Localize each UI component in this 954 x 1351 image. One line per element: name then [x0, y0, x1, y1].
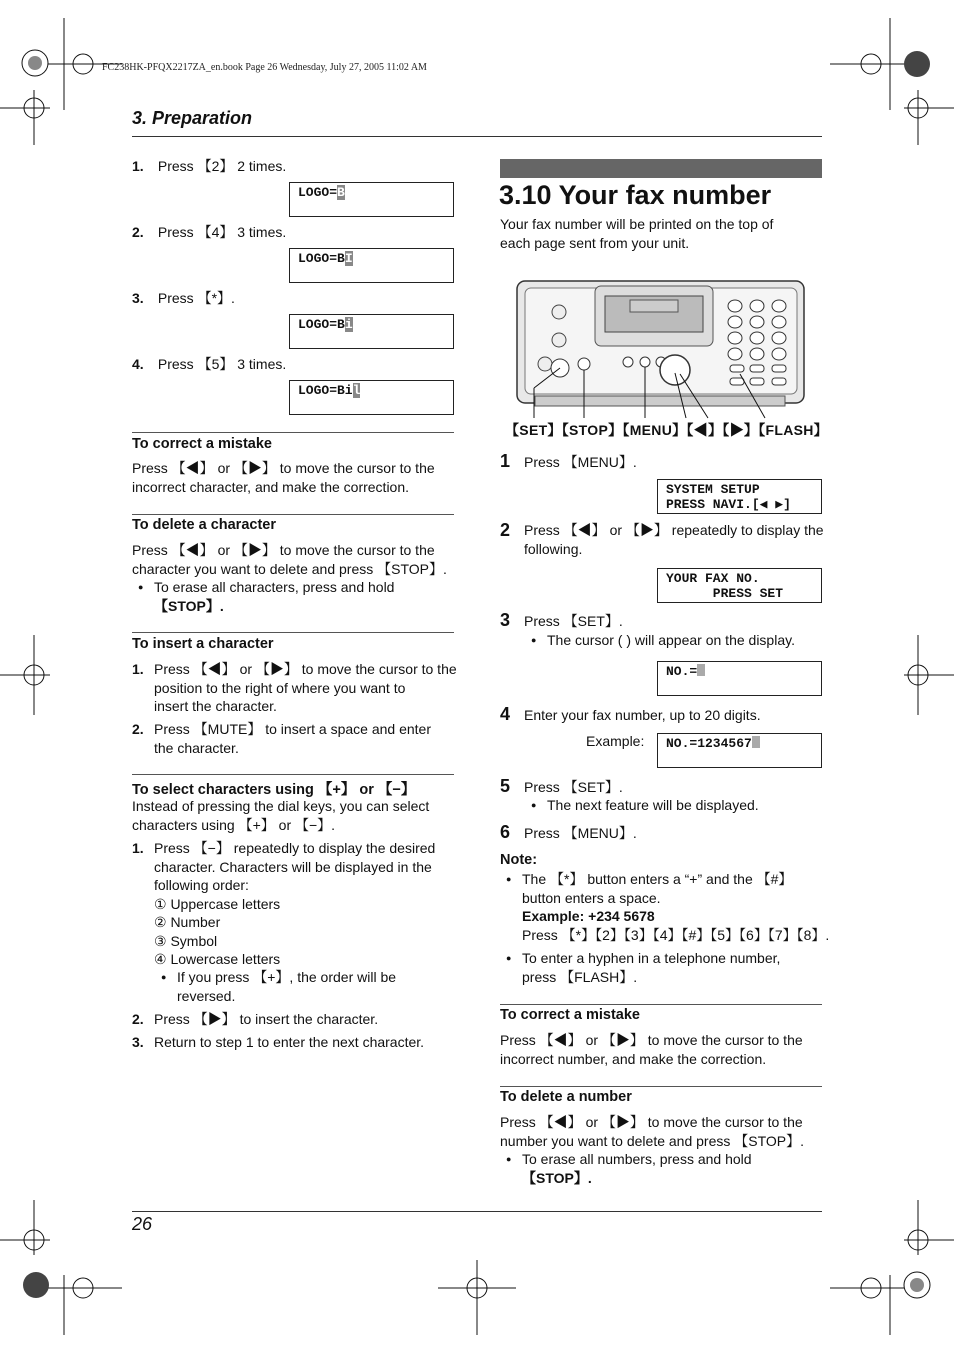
section-title: 3. Preparation	[132, 108, 253, 128]
subheading: To select characters using 【+】 or 【−】	[132, 782, 416, 798]
select-step-1: 1. Press 【−】 repeatedly to display the desired character. Characters will be displayed in the following order: ① Uppercase letters ② Number ③ Symbol ④ Lowercase letters	[132, 840, 436, 967]
lcd-display: LOGO=B	[289, 182, 454, 217]
lcd-display: NO.=	[657, 661, 822, 696]
bullet-item: ● The next feature will be displayed.	[547, 796, 759, 815]
paragraph: Press 【◀】 or 【▶】 to move the cursor to the number you want to delete and press 【STOP】.	[500, 1114, 805, 1149]
step-1: 1. Press 【2】 2 times.	[132, 158, 287, 174]
note-item: ● To enter a hyphen in a telephone number, press 【FLASH】.	[522, 949, 780, 986]
divider	[132, 514, 454, 515]
step-2: 2. Press 【4】 3 times.	[132, 224, 287, 240]
fax-step-1: 1 Press 【MENU】.	[500, 451, 637, 471]
divider	[132, 432, 454, 433]
fax-step-5: 5 Press 【SET】.	[500, 776, 623, 796]
fax-machine-illustration	[505, 278, 815, 423]
fax-step-3: 3 Press 【SET】.	[500, 610, 623, 630]
divider	[132, 774, 454, 775]
bullet-item: ● If you press 【+】, the order will be reversed.	[177, 968, 396, 1005]
fax-step-6: 6 Press 【MENU】.	[500, 822, 637, 842]
note-item: ● The 【*】 button enters a “+” and the 【#】 button enters a space. Example: +234 5678 Press 【*】【2】【3】【4】【#】【5】【6】【7】【8】.	[522, 870, 829, 944]
lcd-display: LOGO=Bil	[289, 380, 454, 415]
paragraph: Instead of pressing the dial keys, you can select characters using 【+】 or 【−】.	[132, 798, 430, 833]
page-number: 26	[132, 1214, 153, 1234]
insert-step-2: 2. Press 【MUTE】 to insert a space and enter the character.	[132, 721, 431, 756]
insert-step-1: 1. Press 【◀】 or 【▶】 to move the cursor to the position to the right of where you want to insert the character.	[132, 661, 457, 714]
file-header: FC238HK-PFQX2217ZA_en.book Page 26 Wednesday, July 27, 2005 11:02 AM	[102, 62, 427, 73]
button-callouts: 【SET】【STOP】【MENU】【◀】【▶】【FLASH】	[505, 422, 828, 438]
subheading: To delete a number	[500, 1089, 632, 1105]
intro: Your fax number will be printed on the top of each page sent from your unit.	[500, 216, 774, 251]
lcd-display: SYSTEM SETUP PRESS NAVI.[◀ ▶]	[657, 479, 822, 514]
divider	[500, 1004, 822, 1005]
paragraph: Press 【◀】 or 【▶】 to move the cursor to the incorrect number, and make the correction.	[500, 1032, 803, 1067]
divider	[132, 632, 454, 633]
paragraph: Press 【◀】 or 【▶】 to move the cursor to the character you want to delete and press 【STOP】.	[132, 542, 447, 577]
footer-rule	[132, 1211, 822, 1212]
lcd-display: LOGO=BI	[289, 248, 454, 283]
subheading: To delete a character	[132, 517, 276, 533]
example-label: Example:	[586, 733, 645, 749]
subheading: To correct a mistake	[500, 1007, 640, 1023]
step-3: 3. Press 【*】.	[132, 290, 235, 306]
lcd-display: LOGO=Bi	[289, 314, 454, 349]
subheading: To correct a mistake	[132, 436, 272, 452]
divider	[500, 1086, 822, 1087]
select-step-2: 2. Press 【▶】 to insert the character.	[132, 1011, 379, 1027]
fax-step-2: 2 Press 【◀】 or 【▶】 repeatedly to display the following.	[500, 520, 824, 557]
step-4: 4. Press 【5】 3 times.	[132, 356, 287, 372]
bullet-item: ● To erase all numbers, press and hold 【STOP】.	[522, 1150, 752, 1187]
lcd-display: YOUR FAX NO. PRESS SET	[657, 568, 822, 603]
header-rule	[132, 136, 822, 137]
bullet-item: ● To erase all characters, press and hold 【STOP】.	[154, 578, 394, 615]
subheading: To insert a character	[132, 636, 274, 652]
paragraph: Press 【◀】 or 【▶】 to move the cursor to the incorrect character, and make the correction.	[132, 460, 435, 495]
fax-step-4: 4 Enter your fax number, up to 20 digits.	[500, 704, 761, 724]
page-title: 3.10 Your fax number	[499, 180, 772, 210]
note-heading: Note:	[500, 852, 538, 868]
lcd-display: NO.=1234567	[657, 733, 822, 768]
title-bar	[500, 159, 822, 178]
bullet-item: ● The cursor ( ) will appear on the display.	[547, 631, 795, 650]
select-step-3: 3. Return to step 1 to enter the next character.	[132, 1034, 425, 1050]
